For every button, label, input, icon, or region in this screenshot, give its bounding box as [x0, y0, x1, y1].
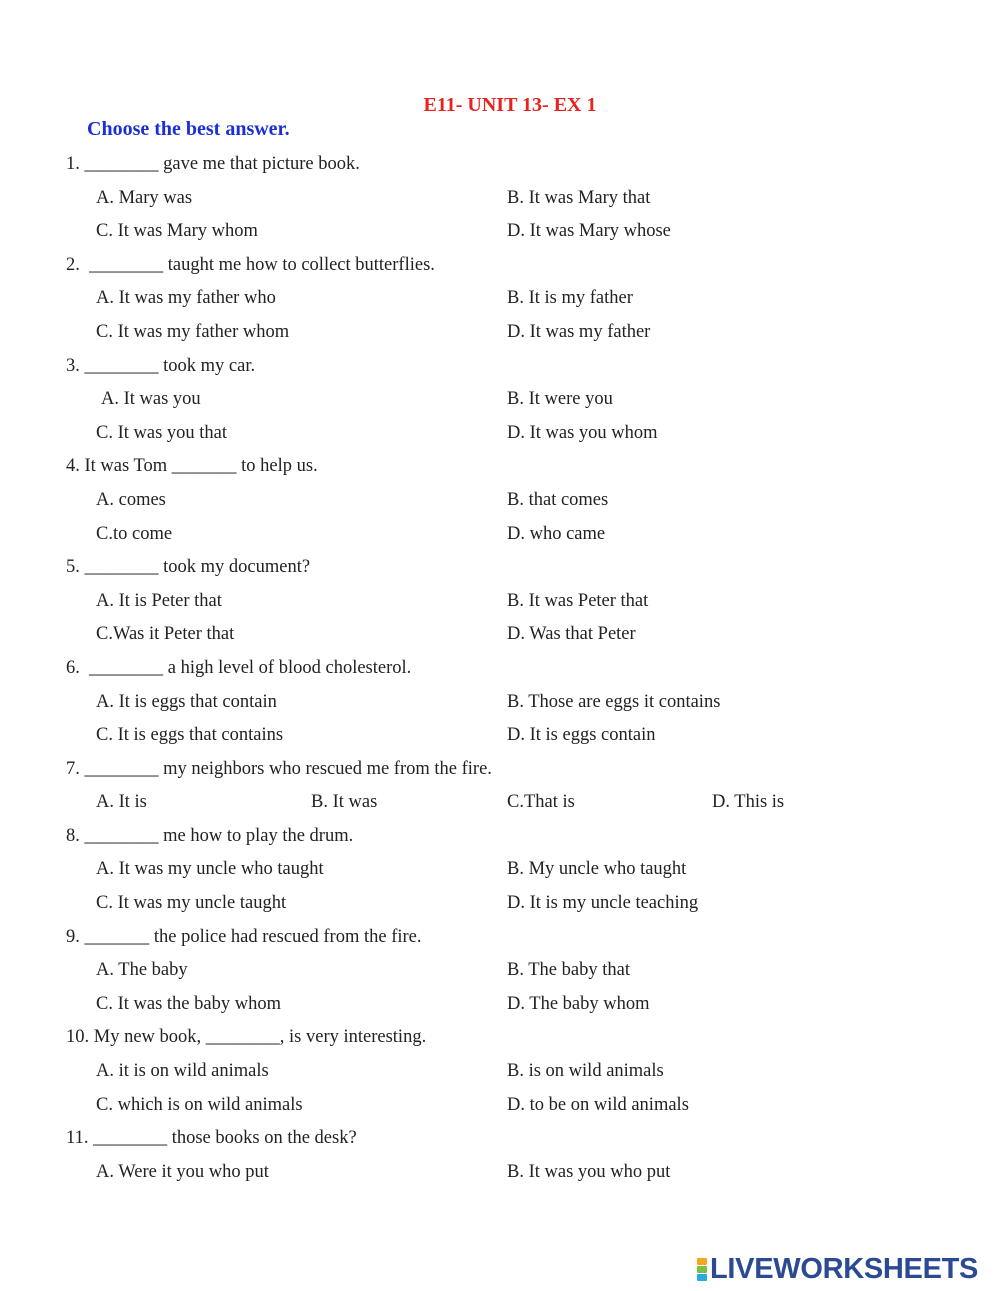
question-stem: 1. ________ gave me that picture book.	[66, 154, 360, 174]
option-b[interactable]: B. It was	[311, 792, 378, 813]
option-row	[0, 954, 1000, 988]
question-stem: 7. ________ my neighbors who rescued me from the fire.	[66, 758, 492, 779]
option-b[interactable]: B. The baby that	[507, 960, 630, 981]
option-d[interactable]: D. It was my father	[507, 321, 651, 342]
question-stem: 11. ________ those books on the desk?	[66, 1128, 357, 1149]
option-d[interactable]: D. The baby whom	[507, 993, 650, 1014]
question-stem: 4. It was Tom _______ to help us.	[66, 456, 318, 477]
option-d[interactable]: D. It is my uncle teaching	[507, 893, 699, 914]
option-c[interactable]: C. It was my uncle taught	[96, 893, 287, 914]
question-8	[0, 820, 1000, 921]
option-d[interactable]: D. to be on wild animals	[507, 1094, 689, 1115]
option-row	[0, 786, 1000, 820]
instruction-text: Choose the best answer.	[87, 118, 290, 140]
option-row	[0, 719, 1000, 753]
option-row	[0, 215, 1000, 249]
option-a[interactable]: A. comes	[96, 489, 166, 510]
option-row	[0, 1055, 1000, 1089]
option-c[interactable]: C. It was Mary whom	[96, 221, 258, 242]
option-a[interactable]: A. It is Peter that	[96, 590, 222, 611]
option-row	[0, 618, 1000, 652]
option-b[interactable]: B. It was Peter that	[507, 590, 649, 611]
option-row	[0, 853, 1000, 887]
option-row	[0, 518, 1000, 552]
option-c[interactable]: C. It was you that	[96, 422, 228, 443]
question-3	[0, 350, 1000, 451]
logo-text: LIVEWORKSHEETS	[710, 1252, 979, 1285]
option-row	[0, 1089, 1000, 1123]
option-b[interactable]: B. It was you who put	[507, 1161, 671, 1182]
option-a[interactable]: A. It was my father who	[96, 288, 276, 309]
option-b[interactable]: B. It is my father	[507, 288, 633, 309]
question-11	[0, 1122, 1000, 1189]
option-row	[0, 887, 1000, 921]
option-c[interactable]: C.Was it Peter that	[96, 624, 235, 645]
option-row	[0, 484, 1000, 518]
option-a[interactable]: A. It was you	[101, 389, 201, 410]
question-stem: 9. _______ the police had rescued from the fire.	[66, 926, 422, 947]
logo-block-blue	[697, 1274, 707, 1281]
question-stem: 2. ________ taught me how to collect butterflies.	[66, 254, 435, 275]
option-d[interactable]: D. It is eggs contain	[507, 725, 656, 746]
question-list	[0, 148, 1000, 1189]
option-d[interactable]: D. It was you whom	[507, 422, 658, 443]
option-b[interactable]: B. Those are eggs it contains	[507, 691, 721, 712]
option-row	[0, 282, 1000, 316]
option-a[interactable]: A. Were it you who put	[96, 1161, 269, 1182]
option-b[interactable]: B. My uncle who taught	[507, 859, 687, 880]
liveworksheets-icon	[697, 1258, 707, 1281]
option-row	[0, 417, 1000, 451]
question-7	[0, 753, 1000, 820]
option-a[interactable]: A. It is eggs that contain	[96, 691, 277, 712]
option-row	[0, 383, 1000, 417]
option-c[interactable]: C. It is eggs that contains	[96, 725, 284, 746]
option-a[interactable]: A. Mary was	[96, 187, 193, 208]
option-d[interactable]: D. It was Mary whose	[507, 221, 671, 242]
option-c[interactable]: C. It was the baby whom	[96, 993, 281, 1014]
option-row	[0, 686, 1000, 720]
option-d[interactable]: D. This is	[712, 792, 785, 813]
liveworksheets-logo[interactable]	[697, 1254, 978, 1284]
option-b[interactable]: B. is on wild animals	[507, 1061, 664, 1082]
option-d[interactable]: D. Was that Peter	[507, 624, 636, 645]
logo-block-green	[697, 1266, 707, 1273]
question-stem: 8. ________ me how to play the drum.	[66, 825, 354, 846]
option-a[interactable]: A. It is	[96, 792, 147, 813]
worksheet-title: E11- UNIT 13- EX 1	[423, 94, 597, 116]
option-c[interactable]: C. It was my father whom	[96, 321, 290, 342]
option-a[interactable]: A. it is on wild animals	[96, 1061, 269, 1082]
option-row	[0, 316, 1000, 350]
question-4	[0, 450, 1000, 551]
question-stem: 5. ________ took my document?	[66, 557, 311, 578]
option-b[interactable]: B. It were you	[507, 389, 613, 410]
question-5	[0, 551, 1000, 652]
option-b[interactable]: B. that comes	[507, 489, 609, 510]
question-stem: 3. ________ took my car.	[66, 355, 256, 376]
option-b[interactable]: B. It was Mary that	[507, 187, 651, 208]
option-c[interactable]: C. which is on wild animals	[96, 1094, 303, 1115]
option-c[interactable]: C.That is	[507, 792, 575, 813]
logo-block-orange	[697, 1258, 707, 1265]
option-a[interactable]: A. The baby	[96, 960, 188, 981]
question-6	[0, 652, 1000, 753]
question-2	[0, 249, 1000, 350]
option-a[interactable]: A. It was my uncle who taught	[96, 859, 324, 880]
question-stem: 6. ________ a high level of blood cholesterol.	[66, 657, 412, 678]
option-row	[0, 1156, 1000, 1190]
question-stem: 10. My new book, ________, is very interesting.	[66, 1027, 427, 1048]
question-1	[0, 148, 1000, 249]
option-row	[0, 585, 1000, 619]
question-9	[0, 921, 1000, 1022]
option-d[interactable]: D. who came	[507, 523, 606, 544]
question-10	[0, 1021, 1000, 1122]
option-c[interactable]: C.to come	[96, 523, 173, 544]
option-row	[0, 182, 1000, 216]
option-row	[0, 988, 1000, 1022]
